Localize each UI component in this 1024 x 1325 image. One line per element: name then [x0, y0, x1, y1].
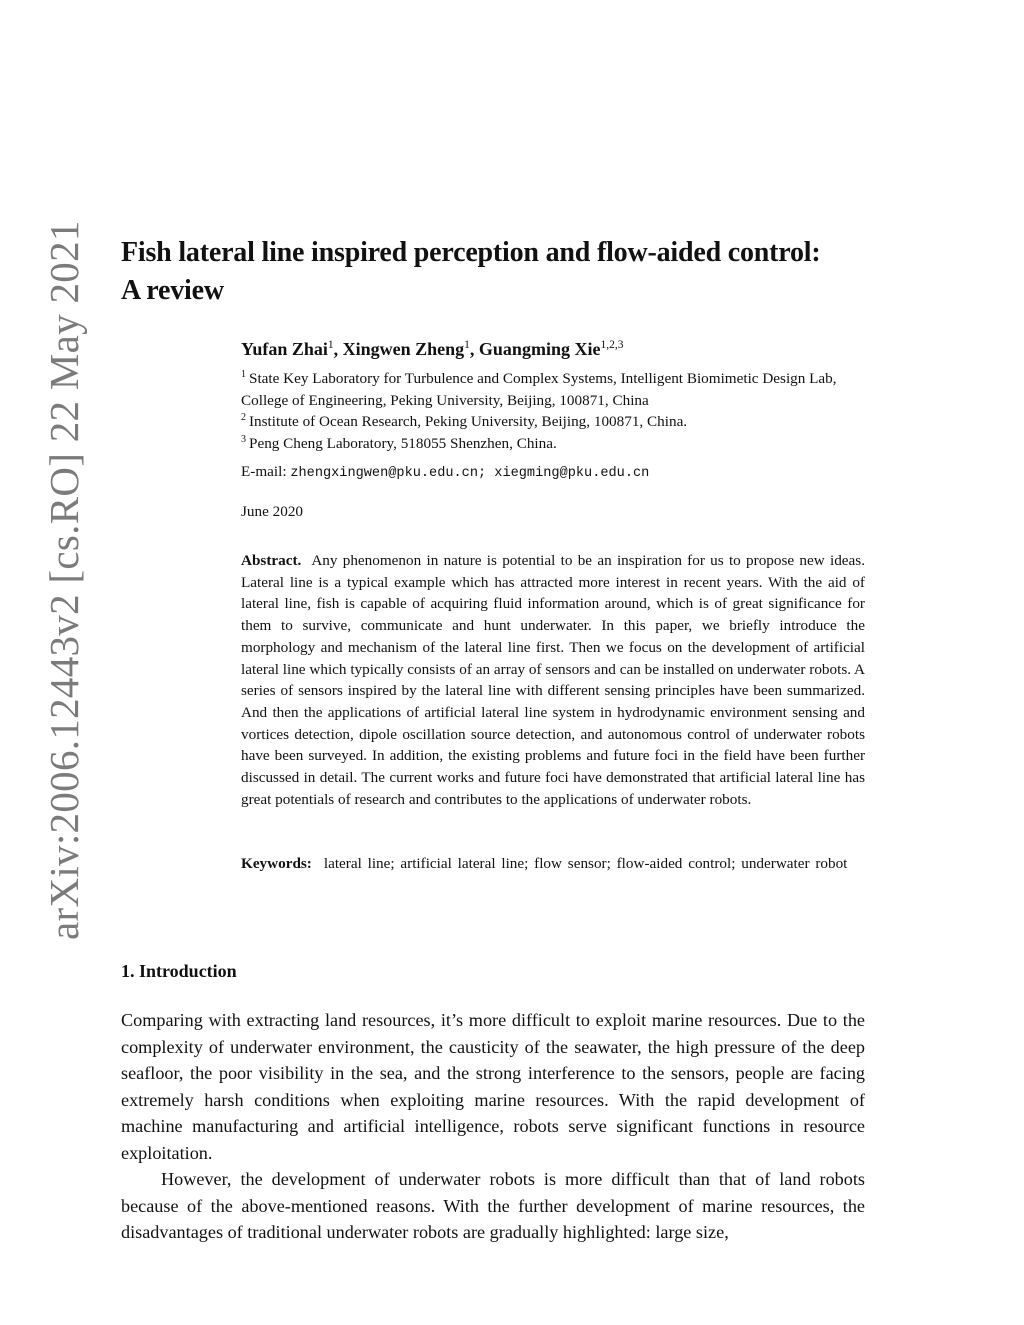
author-affiliation-mark: 1 [464, 339, 470, 351]
affiliation [241, 368, 867, 411]
arxiv-identifier-stamp: arXiv:2006.12443v2 [cs.RO] 22 May 2021 [41, 220, 87, 940]
body-paragraph: Comparing with extracting land resources, it’s more difficult to exploit marine resources. Due to the complexity of underwater environment, the causticity of the seawater, the high pressure of the deep seafloor, the poor visibility in the sea, and the strong interference to the sensors, people are facing extremely harsh conditions when exploiting marine resources. With the rapid development of machine manufacturing and artificial intelligence, robots serve significant functions in resource exploitation. [121, 1010, 865, 1163]
author-name: Yufan Zhai [241, 339, 328, 359]
email-addresses: zhengxingwen@pku.edu.cn; xiegming@pku.edu.cn [290, 466, 650, 481]
contact-email [241, 463, 649, 481]
abstract-label: Abstract. [241, 552, 302, 569]
author-separator: , [333, 339, 343, 359]
body-paragraph: However, the development of underwater robots is more difficult than that of land robots because of the above-mentioned reasons. With the further development of marine resources, the disadvantages of traditional underwater robots are gradually highlighted: large size, [121, 1169, 865, 1243]
paper-title-line-2: A review [121, 275, 224, 306]
abstract [241, 550, 865, 810]
abstract-text: Any phenomenon in nature is potential to be an inspiration for us to propose new ideas. Lateral line is a typical example which has attracted more interest in recent years. With the aid of lateral line, fish is capable of acquiring fluid information around, which is of great significance for them to survive, communicate and hunt underwater. In this paper, we briefly introduce the morphology and mechanism of the lateral line first. Then we focus on the development of artificial lateral line which typically consists of an array of sensors and can be installed on underwater robots. A series of sensors inspired by the lateral line with different sensing principles have been summarized. And then the applications of artificial lateral line system in hydrodynamic environment sensing and vortices detection, dipole oscillation source detection, and autonomous control of underwater robots have been surveyed. In addition, the existing problems and future foci in the field have been further discussed in detail. The current works and future foci have demonstrated that artificial lateral line has great potentials of research and contributes to the applications of underwater robots. [241, 552, 865, 808]
affiliation-text: Peng Cheng Laboratory, 518055 Shenzhen, China. [249, 435, 557, 452]
affiliation [241, 411, 867, 433]
publication-date: June 2020 [241, 503, 304, 520]
author-name: Guangming Xie [478, 339, 601, 359]
keywords-text: lateral line; artificial lateral line; flow sensor; flow-aided control; underwater robot [323, 855, 848, 872]
affiliation [241, 433, 867, 455]
section-heading: 1. Introduction [121, 961, 237, 981]
affiliation-number: 1 [241, 369, 246, 380]
affiliation-number: 2 [241, 412, 246, 423]
paper-title-line-1: Fish lateral line inspired perception and flow-aided control: [121, 237, 821, 268]
keywords-label: Keywords: [241, 855, 312, 872]
affiliation-text: State Key Laboratory for Turbulence and Complex Systems, Intelligent Biomimetic Design Lab, College of Engineering, Peking University, Beijing, 100871, China [241, 370, 837, 409]
author-affiliation-mark: 1 [327, 339, 334, 351]
author-affiliation-mark: 1,2,3 [600, 339, 624, 351]
email-label: E-mail: [241, 463, 287, 480]
affiliation-text: Institute of Ocean Research, Peking University, Beijing, 100871, China. [249, 413, 688, 430]
keywords [241, 853, 865, 875]
author-separator: , [469, 339, 479, 359]
author-list [241, 339, 623, 360]
affiliation-number: 3 [241, 434, 246, 445]
author-name: Xingwen Zheng [342, 339, 465, 359]
paper-title [121, 234, 881, 310]
